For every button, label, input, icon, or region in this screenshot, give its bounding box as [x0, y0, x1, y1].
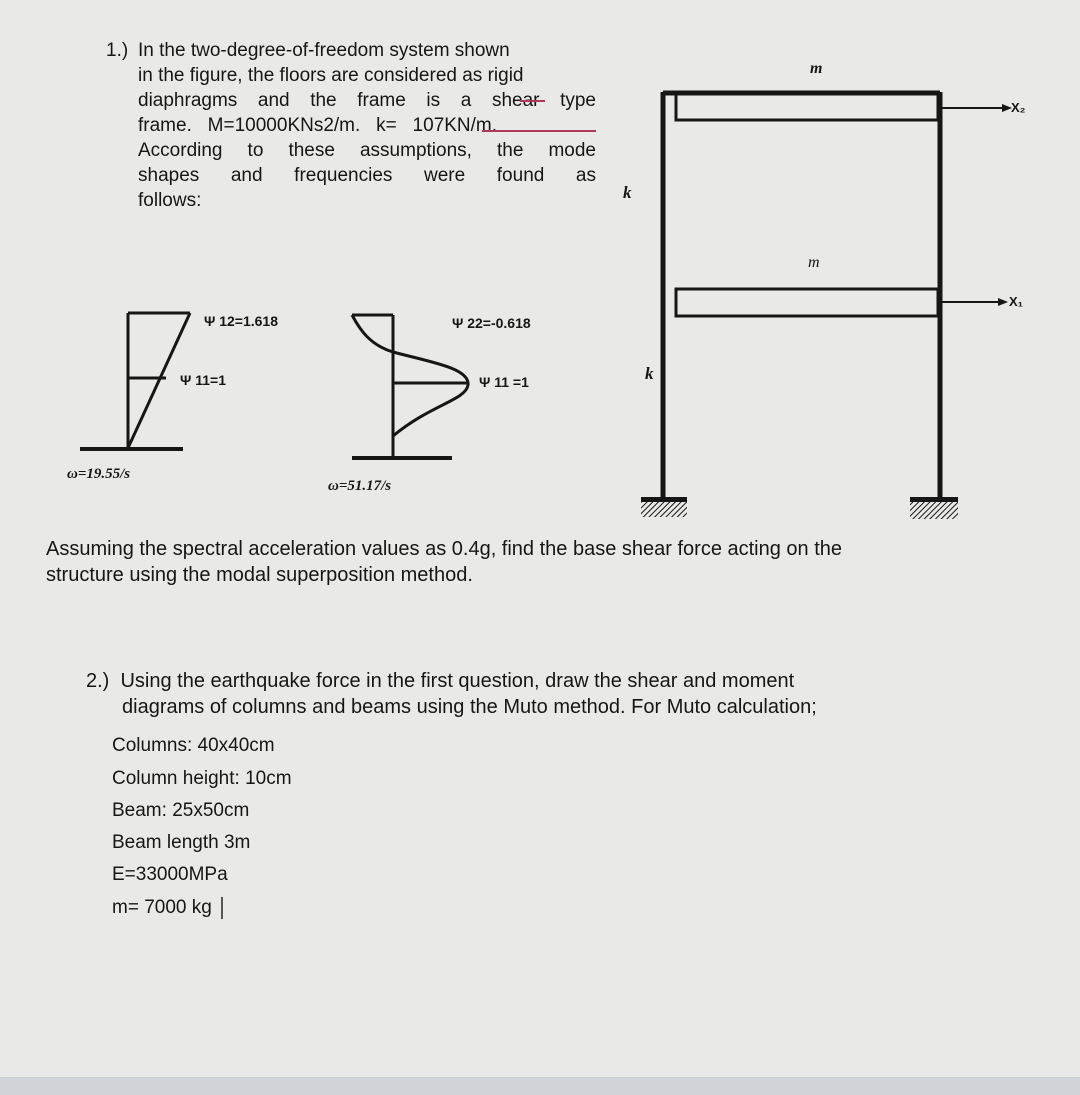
mode1-psi-top-label: Ψ 12=1.618: [204, 313, 278, 329]
q1-line: diaphragms and the frame is a shear type: [138, 90, 596, 111]
q2-line: diagrams of columns and beams using the Muto method. For Muto calculation;: [122, 696, 817, 718]
param-mass: [112, 896, 223, 920]
dof-x1-arrowhead: [998, 298, 1008, 306]
question-2-text: [86, 668, 986, 720]
bottom-edge-bar: [0, 1077, 1080, 1095]
mass-bottom-label: m: [808, 254, 820, 271]
dof-x2-label: X₂: [1011, 100, 1026, 115]
dof-x1-label: X₁: [1009, 294, 1024, 309]
param-column-height: Column height: 10cm: [112, 768, 292, 789]
mode2-psi-bottom-label: Ψ 11 =1: [479, 374, 529, 390]
q1-line: According to these assumptions, the mode: [138, 140, 596, 161]
q1-line: In the two-degree-of-freedom system shown: [138, 40, 510, 61]
question-1-number: 1.): [106, 40, 129, 61]
q1-line: shapes and frequencies were found as: [138, 165, 596, 186]
q1-line: follows:: [138, 190, 202, 211]
mode1-psi-bottom-label: Ψ 11=1: [180, 372, 226, 388]
text-cursor: [221, 897, 223, 919]
stiffness-top-label: k: [623, 183, 632, 202]
task-line: Assuming the spectral acceleration values as 0.4g, find the base shear force acting on the: [46, 538, 843, 560]
bottom-floor-slab: [676, 289, 938, 316]
param-elastic-modulus: E=33000MPa: [112, 864, 228, 885]
mode-shape-2: [352, 315, 468, 458]
fixed-support-right: [910, 497, 958, 519]
mode2-psi-top-label: Ψ 22=-0.618: [452, 315, 531, 331]
task-line: structure using the modal superposition method.: [46, 564, 473, 586]
q1-line: frame. M=10000KNs2/m. k= 107KN/m.: [138, 115, 498, 136]
stiffness-bottom-label: k: [645, 364, 654, 383]
question-2-number: 2.): [86, 670, 110, 692]
mode1-frequency-label: ω=19.55/s: [67, 466, 131, 482]
q2-line: Using the earthquake force in the first question, draw the shear and moment: [120, 670, 795, 692]
param-mass-text: m= 7000 kg: [112, 897, 212, 918]
param-beam-length: Beam length 3m: [112, 832, 251, 853]
q1-line: in the figure, the floors are considered as rigid: [138, 65, 524, 86]
param-beam: Beam: 25x50cm: [112, 800, 250, 821]
mode2-frequency-label: ω=51.17/s: [328, 478, 392, 494]
mass-top-label: m: [810, 60, 823, 77]
param-columns: Columns: 40x40cm: [112, 735, 275, 756]
top-floor-slab: [676, 93, 938, 120]
fixed-support-left: [641, 497, 687, 517]
mode-shape-1: [80, 313, 190, 449]
question-1-task: [46, 536, 946, 588]
shear-frame: [663, 92, 1012, 497]
mode2-deflected-shape: [352, 315, 468, 436]
